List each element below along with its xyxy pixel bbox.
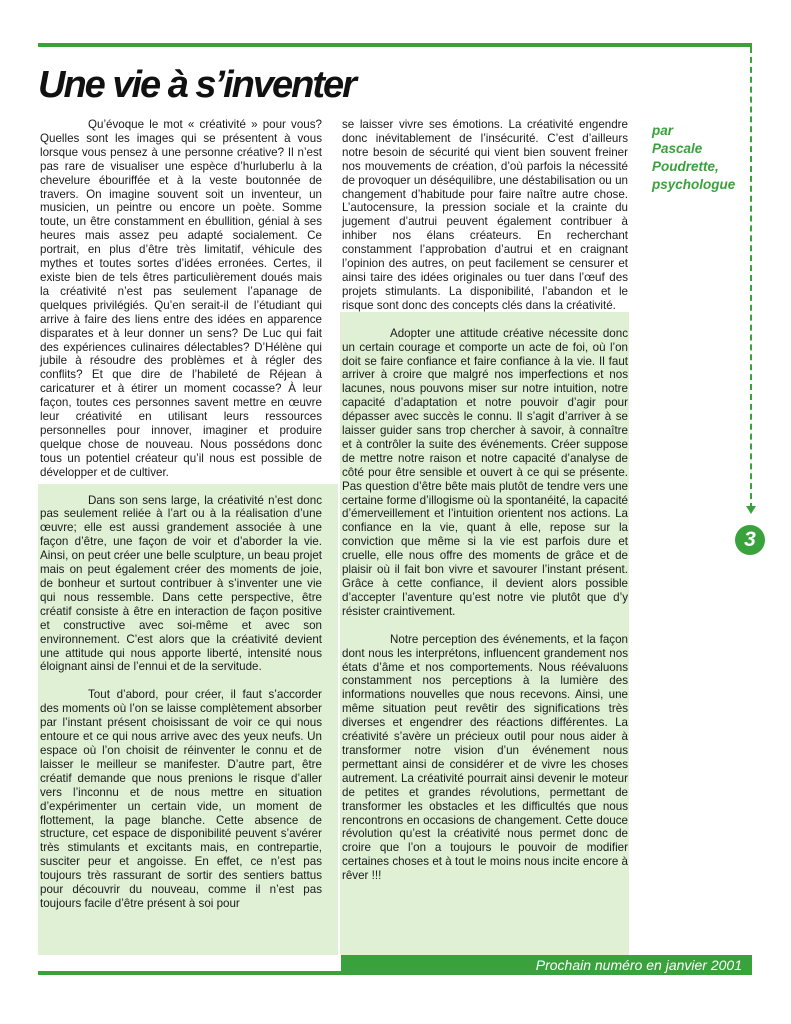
byline-line: psychologue <box>652 177 736 192</box>
paragraph: Qu’évoque le mot « créativité » pour vous? Quelles sont les images qui se présentent à vous lorsque vous pensez à une personne créative? Il n’est pas rare de visualiser une espèce d’hurluberlu à la chevelure ébouriffée et à la veste boutonnée de travers. On imagine souvent soit un inventeur, un musicien, un peintre ou encore un poète. Somme toute, un être constamment en ébullition, génial à ses heures mais assez peu adapté socialement. Ce portrait, en plus d’être très limitatif, véhicule des mythes et toutes sortes d’idées erronées. Certes, il existe bien de tels êtres particulièrement doués mais la créativité n’est pas seulement l’apanage de quelques privilégiés. Qu’en serait-il de l’étudiant qui arrive à faire des liens entre des idées en apparence disparates et à leur donner un sens? De Luc qui fait des expériences culinaires délectables? D’Hélène qui jubile à résoudre des problèmes et à régler des conflits? Et que dire de l’habileté de Réjean à caricaturer et à étirer un moment cocasse? À leur façon, toutes ces personnes savent mettre en œuvre leur créativité en utilisant leurs ressources personnelles pour innover, imaginer et produire quelque chose de nouveau. Nous possédons donc tous un potentiel créateur qu’il nous est possible de développer et de cultiver. <box>40 118 322 479</box>
byline-line: Pascale <box>652 141 703 156</box>
bottom-rule <box>38 971 341 975</box>
left-column <box>40 118 322 925</box>
paragraph: Dans son sens large, la créativité n’est donc pas seulement reliée à l’art ou à la réalisation d’une œuvre; elle est aussi grandement associée à une façon d’être, une façon de voir et d’aborder la vie. Ainsi, on peut créer une belle sculpture, un beau projet mais on peut également créer des moments de joie, de bonheur et surtout contribuer à s’inventer une vie qui nous ressemble. Dans cette perspective, être créatif consiste à être en interaction de façon positive et constructive avec soi-même et avec son environnement. C’est alors que la créativité devient une attitude qui nous apporte liberté, intensité nous éloignant ainsi de l’ennui et de la servitude. <box>40 493 322 674</box>
paragraph: Tout d’abord, pour créer, il faut s’accorder des moments où l’on se laisse complètement absorber par l’instant présent choisissant de voir ce qui nous entoure et ce qui nous arrive avec des yeux neufs. Un espace où l’on choisit de réinventer le connu et de laisser le meilleur se manifester. D’autre part, être créatif demande que nous prenions le risque d’aller vers l’inconnu et de nous mettre en situation d’expérimenter un certain vide, un moment de flottement, la page blanche. Cette absence de structure, cet espace de disponibilité peuvent s’avérer très stimulants et excitants mais, en contrepartie, susciter peur et angoisse. En effet, ce n’est pas toujours très rassurant de sortir des sentiers battus pour découvrir du nouveau, comme il n’est pas toujours facile d’être présent à soi pour <box>40 688 322 910</box>
paragraph: Notre perception des événements, et la façon dont nous les interprétons, influencent grandement nos états d’âme et nos comportements. Nous réévaluons constamment nos perceptions à la lumière des informations nouvelles que nous recevons. Ainsi, une même situation peut revêtir des significations très diverses et engendrer des réactions différentes. La créativité s’avère un précieux outil pour nous aider à transformer notre vision d’un événement nous permettant ainsi de considérer et de vivre les choses autrement. La créativité pourrait ainsi devenir le moteur de petites et grandes révolutions, permettant de transformer les obstacles et les difficultés que nous rencontrons en occasions de changement. Cette douce révolution qu’est la créativité nous permet donc de croire que l’on a toujours le pouvoir de modifier certaines choses et à tout le moins nous incite encore à rêver !!! <box>342 632 628 883</box>
page-number-badge: 3 <box>735 525 765 555</box>
byline <box>652 122 752 194</box>
paragraph: se laisser vivre ses émotions. La créativité engendre donc inévitablement de l’insécurité. C’est d’ailleurs notre besoin de sécurité qui vient bien souvent freiner nos mouvements de création, d’où parfois la nécessité de provoquer un déséquilibre, une déstabilisation ou un changement d’habitude pour faire naître autre chose. L’autocensure, la pression sociale et la crainte du jugement d’autrui peuvent également contribuer à inhiber nos élans créateurs. En recherchant constamment l’approbation d’autrui et en craignant l’opinion des autres, on peut facilement se censurer et ainsi taire des idées originales ou tuer dans l’œuf des projets stimulants. La disponibilité, l’abandon et le risque sont donc des concepts clés dans la créativité. <box>342 118 628 312</box>
article-title: Une vie à s’inventer <box>38 64 355 106</box>
byline-line: par <box>652 123 674 138</box>
dashed-vertical-rule <box>750 47 752 509</box>
arrow-down-icon <box>746 506 756 514</box>
footer-next-issue: Prochain numéro en janvier 2001 <box>341 955 752 975</box>
top-rule <box>38 43 752 47</box>
paragraph: Adopter une attitude créative nécessite donc un certain courage et comporte un acte de foi, où l’on doit se faire confiance et faire confiance à la vie. Il faut arriver à croire que malgré nos imperfections et nos lacunes, nous pouvons miser sur notre intuition, notre capacité d’adaptation et notre pouvoir d’agir pour dépasser avec succès le connu. Il s’agit d’arriver à se laisser guider sans trop chercher à savoir, à connaître et à contrôler la suite des événements. Créer suppose de mettre notre raison et notre capacité d’analyse de côté pour être sensible et ouvert à ce qui se présente. Pas question d’être bête mais plutôt de tendre vers une certaine forme d’illogisme où la spontanéité, la capacité d’émerveillement et l’intuition orientent nos actions. La confiance en la vie, quant à elle, repose sur la conviction que même si la vie est parfois dure et cruelle, elle nous offre des moments de grâce et de plaisir où il fait bon vivre et savourer l’instant présent. Grâce à cette confiance, il devient alors possible d’accepter l’aventure qu’est notre vie plutôt que d’y résister craintivement. <box>342 326 628 618</box>
byline-line: Poudrette, <box>652 159 719 174</box>
right-column <box>342 118 628 897</box>
